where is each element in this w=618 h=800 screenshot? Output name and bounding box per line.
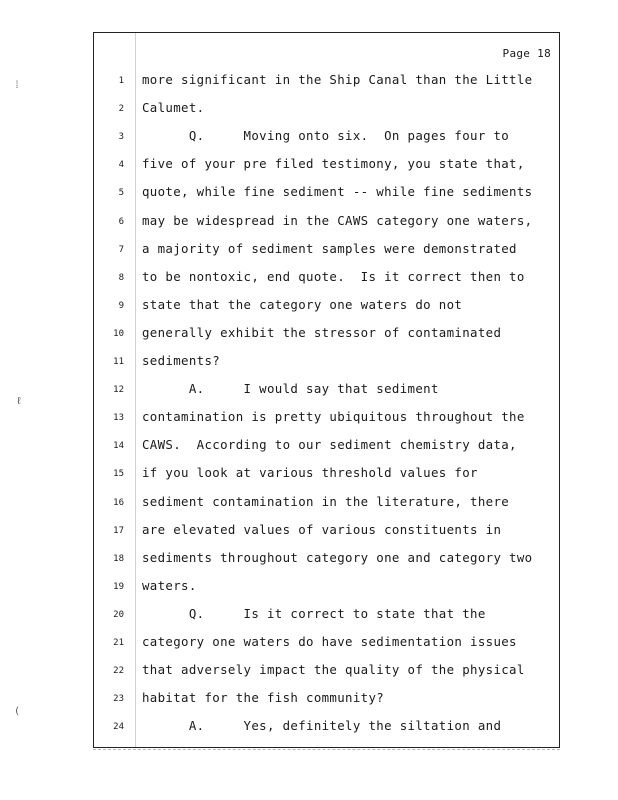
transcript-line bbox=[94, 409, 561, 429]
line-text: a majority of sediment samples were demonstrated bbox=[142, 240, 517, 256]
line-number: 6 bbox=[118, 216, 124, 227]
line-text: state that the category one waters do not bbox=[142, 296, 463, 312]
line-number: 20 bbox=[113, 609, 124, 620]
transcript-line bbox=[94, 184, 561, 204]
scan-mark-bottom: ( bbox=[14, 706, 21, 717]
transcript-line bbox=[94, 241, 561, 261]
transcript-line bbox=[94, 465, 561, 485]
line-number: 5 bbox=[118, 188, 124, 199]
line-text: contamination is pretty ubiquitous throughout the bbox=[142, 409, 525, 425]
transcript-line bbox=[94, 578, 561, 598]
transcript-line bbox=[94, 269, 561, 289]
scan-mark-middle: ℓ bbox=[16, 396, 23, 407]
page-number: Page 18 bbox=[502, 47, 551, 60]
line-number: 22 bbox=[113, 666, 124, 677]
line-number: 19 bbox=[113, 581, 124, 592]
line-number: 17 bbox=[113, 525, 124, 536]
transcript-line bbox=[94, 297, 561, 317]
line-text: category one waters do have sedimentation issues bbox=[142, 634, 517, 649]
line-number: 2 bbox=[118, 104, 124, 115]
transcript-line bbox=[94, 128, 561, 148]
line-text: sediment contamination in the literature, there bbox=[142, 493, 510, 509]
line-number: 8 bbox=[118, 272, 124, 283]
transcript-line bbox=[94, 662, 561, 682]
transcript-line bbox=[94, 213, 561, 233]
line-number: 18 bbox=[113, 553, 124, 564]
line-number: 15 bbox=[113, 469, 124, 480]
line-number: 4 bbox=[118, 160, 124, 171]
bottom-rule bbox=[93, 749, 560, 750]
line-text: more significant in the Ship Canal than the Little bbox=[142, 72, 533, 87]
transcript-line bbox=[94, 550, 561, 570]
line-text: may be widespread in the CAWS category one waters, bbox=[142, 212, 533, 228]
line-text: habitat for the fish community? bbox=[142, 690, 385, 706]
line-text: sediments throughout category one and category two bbox=[142, 549, 533, 565]
line-number: 16 bbox=[113, 497, 124, 508]
transcript-line bbox=[94, 634, 561, 654]
line-number: 7 bbox=[118, 244, 124, 255]
transcript-line bbox=[94, 156, 561, 176]
transcript-line bbox=[94, 325, 561, 345]
line-text: Q. Is it correct to state that the bbox=[142, 605, 486, 621]
transcript-line bbox=[94, 690, 561, 710]
line-number: 1 bbox=[118, 76, 124, 86]
line-text: generally exhibit the stressor of contaminated bbox=[142, 324, 502, 340]
line-number: 24 bbox=[113, 722, 124, 733]
transcript-line bbox=[94, 381, 561, 401]
line-text: A. Yes, definitely the siltation and bbox=[142, 718, 502, 734]
transcript-line bbox=[94, 606, 561, 626]
line-text: five of your pre filed testimony, you state that, bbox=[142, 156, 525, 172]
line-text: if you look at various threshold values for bbox=[142, 465, 478, 481]
transcript-line bbox=[94, 353, 561, 373]
line-text: quote, while fine sediment -- while fine sediments bbox=[142, 184, 533, 200]
line-text: A. I would say that sediment bbox=[142, 381, 439, 397]
line-number: 13 bbox=[113, 413, 124, 424]
line-text: waters. bbox=[142, 577, 197, 593]
line-text: CAWS. According to our sediment chemistry data, bbox=[142, 437, 517, 453]
line-text: Q. Moving onto six. On pages four to bbox=[142, 128, 510, 144]
line-number: 12 bbox=[113, 385, 124, 396]
transcript-line bbox=[94, 718, 561, 738]
line-text: to be nontoxic, end quote. Is it correct then to bbox=[142, 268, 525, 284]
line-number: 21 bbox=[113, 638, 124, 648]
line-number: 9 bbox=[118, 300, 124, 311]
line-number: 11 bbox=[113, 357, 124, 367]
transcript-line bbox=[94, 72, 561, 92]
line-text: are elevated values of various constituents in bbox=[142, 521, 502, 537]
transcript-line bbox=[94, 100, 561, 120]
line-text: Calumet. bbox=[142, 100, 205, 116]
transcript-line bbox=[94, 494, 561, 514]
line-text: that adversely impact the quality of the physical bbox=[142, 662, 525, 678]
transcript-line bbox=[94, 437, 561, 457]
transcript-page bbox=[93, 32, 560, 748]
line-number: 10 bbox=[113, 328, 124, 339]
transcript-line bbox=[94, 522, 561, 542]
line-text: sediments? bbox=[142, 353, 221, 368]
line-number: 3 bbox=[118, 132, 124, 143]
line-number: 23 bbox=[113, 694, 124, 705]
line-number: 14 bbox=[113, 441, 124, 452]
scan-mark-top: ⁞ bbox=[14, 80, 21, 91]
